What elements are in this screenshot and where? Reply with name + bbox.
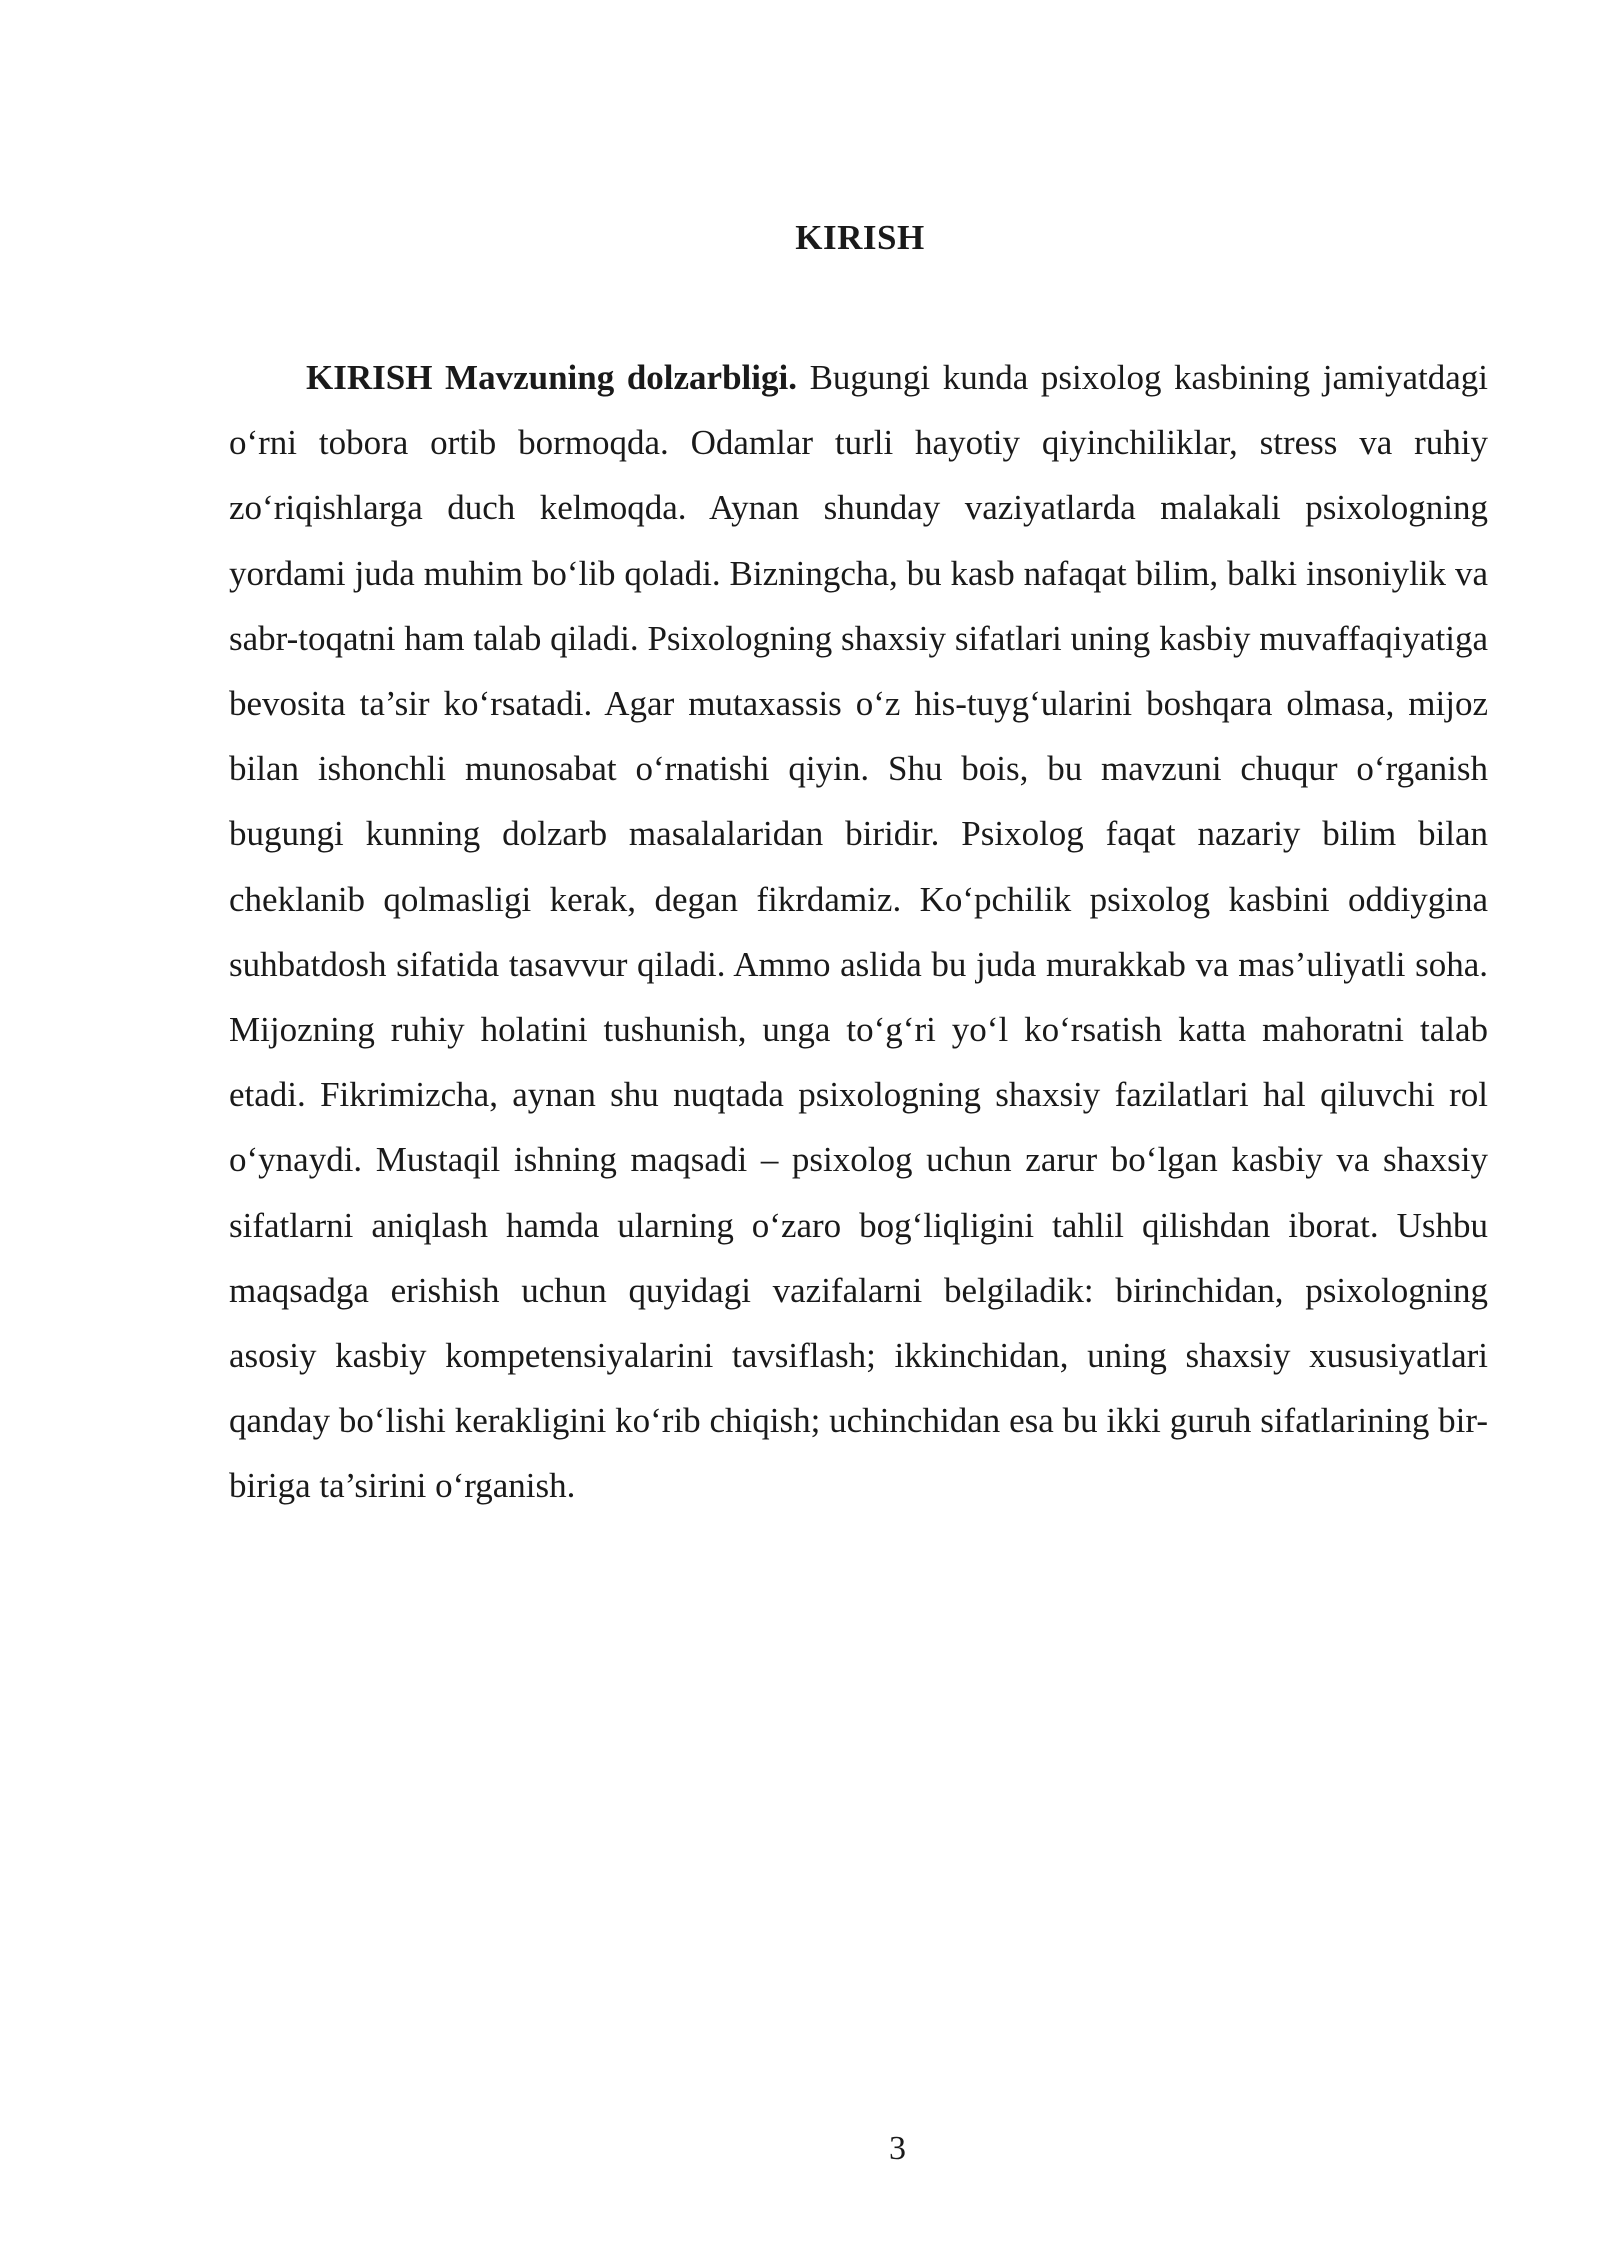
paragraph-text: Bugungi kunda psixolog kasbining jamiyatdagi o‘rni tobora ortib bormoqda. Odamlar turli hayotiy qiyinchiliklar, stress va ruhiy zo‘riqishlarga duch kelmoqda. Aynan shunday vaziyatlarda malakali psixologning yordami juda muhim bo‘lib qoladi. Bizningcha, bu kasb nafaqat bilim, balki insoniylik va sabr-toqatni ham talab qiladi. Psixologning shaxsiy sifatlari uning kasbiy muvaffaqiyatiga bevosita ta’sir ko‘rsatadi. Agar mutaxassis o‘z his-tuyg‘ularini boshqara olmasa, mijoz bilan ishonchli munosabat o‘rnatishi qiyin. Shu bois, bu mavzuni chuqur o‘rganish bugungi kunning dolzarb masalalaridan biridir. Psixolog faqat nazariy bilim bilan cheklanib qolmasligi kerak, degan fikrdamiz. Ko‘pchilik psixolog kasbini oddiygina suhbatdosh sifatida tasavvur qiladi. Ammo aslida bu juda murakkab va mas’uliyatli soha. Mijozning ruhiy holatini tushunish, unga to‘g‘ri yo‘l ko‘rsatish katta mahoratni talab etadi. Fikrimizcha, aynan shu nuqtada psixologning shaxsiy fazilatlari hal qiluvchi rol o‘ynaydi. Mustaqil ishning maqsadi – psixolog uchun zarur bo‘lgan kasbiy va shaxsiy sifatlarni aniqlash hamda ularning o‘zaro bog‘liqligini tahlil qilishdan iborat. Ushbu maqsadga erishish uchun quyidagi vazifalarni belgiladik: birinchidan, psixologning asosiy kasbiy kompetensiyalarini tavsiflash; ikkinchidan, uning shaxsiy xususiyatlari qanday bo‘lishi kerakligini ko‘rib chiqish; uchinchidan esa bu ikki guruh sifatlarining bir-biriga ta’sirini o‘rganish. <box>229 358 1488 1506</box>
paragraph-lead: KIRISH Mavzuning dolzarbligi. <box>306 358 797 397</box>
section-heading: KIRISH <box>795 218 925 257</box>
body-paragraph <box>229 345 1488 1519</box>
page-number: 3 <box>889 2130 906 2167</box>
